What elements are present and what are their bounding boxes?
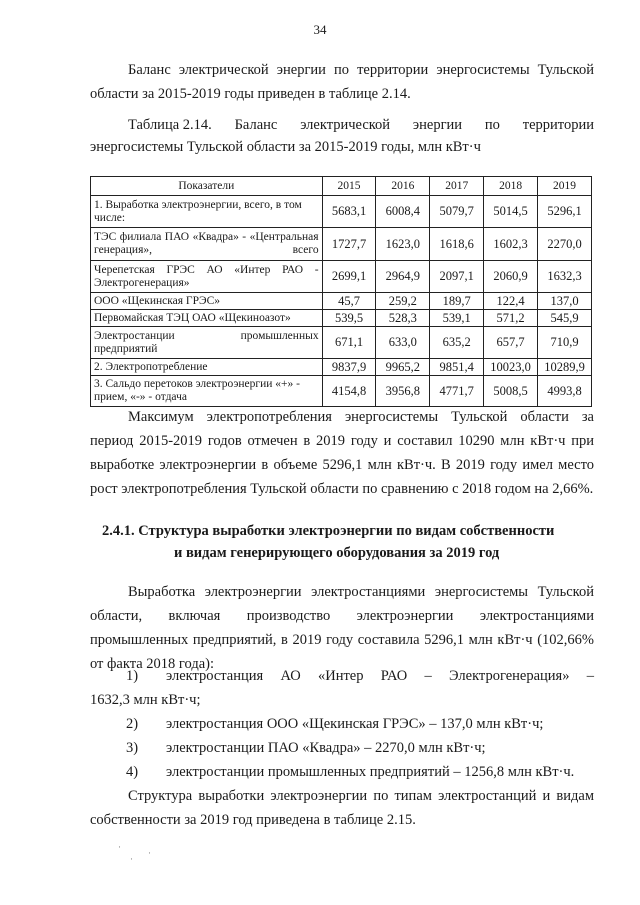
cell-value: 528,3 [376, 310, 430, 327]
cell-value: 2060,9 [484, 261, 538, 293]
section-heading-line-1: 2.4.1. Структура выработки электроэнергии по видам собственности [102, 523, 555, 539]
scan-speck: · [148, 848, 151, 858]
cell-value: 5079,7 [430, 196, 484, 228]
cell-value: 539,1 [430, 310, 484, 327]
list-item [90, 712, 594, 736]
header-cell: 2019 [538, 177, 592, 196]
list-number: 3) [126, 740, 139, 756]
max-consumption-paragraph: Максимум электропотребления энергосистемы Тульской области за период 2015-2019 годов отмечен в 2019 году и составил 10290 млн кВт·ч при выработке электроэнергии в объеме 5296,1 млн кВт·ч. В 2019 году имел место рост электропотребления Тульской области по сравнению с 2018 годом на 2,66%. [90, 409, 594, 497]
cell-value: 189,7 [430, 293, 484, 310]
list-text: электростанции ПАО «Квадра» – 2270,0 млн кВт·ч; [166, 740, 486, 756]
cell-value: 9965,2 [376, 359, 430, 376]
row-name: 2. Электропотребление [91, 359, 323, 376]
scan-speck: · [130, 854, 133, 864]
cell-value: 633,0 [376, 327, 430, 359]
header-cell: Показатели [91, 177, 323, 196]
balance-table [90, 176, 592, 407]
cell-value: 45,7 [322, 293, 376, 310]
cell-value: 3956,8 [376, 376, 430, 407]
cell-value: 657,7 [484, 327, 538, 359]
caption-label: Таблица 2.14. [128, 117, 212, 133]
cell-value: 9851,4 [430, 359, 484, 376]
cell-value: 1727,7 [322, 228, 376, 261]
cell-value: 671,1 [322, 327, 376, 359]
cell-value: 5014,5 [484, 196, 538, 228]
cell-value: 4993,8 [538, 376, 592, 407]
caption-word: энергии [412, 117, 463, 133]
list-number: 2) [126, 716, 139, 732]
cell-value: 571,2 [484, 310, 538, 327]
cell-value: 2270,0 [538, 228, 592, 261]
cell-value: 2097,1 [430, 261, 484, 293]
row-name: 1. Выработка электроэнергии, всего, в том числе: [91, 196, 323, 228]
header-cell: 2017 [430, 177, 484, 196]
caption-word: Баланс [234, 117, 278, 133]
cell-value: 710,9 [538, 327, 592, 359]
list-number: 4) [126, 764, 139, 780]
cell-value: 5683,1 [322, 196, 376, 228]
table-row [91, 261, 592, 293]
list-item [90, 760, 594, 784]
cell-value: 635,2 [430, 327, 484, 359]
cell-value: 1623,0 [376, 228, 430, 261]
list-item [90, 664, 594, 688]
table-header-row [91, 177, 592, 196]
cell-value: 539,5 [322, 310, 376, 327]
table-caption [90, 114, 594, 158]
list-item [90, 736, 594, 760]
row-name: ООО «Щекинская ГРЭС» [91, 293, 323, 310]
caption-word: электрической [300, 117, 391, 133]
cell-value: 545,9 [538, 310, 592, 327]
intro-paragraph: Баланс электрической энергии по территории энергосистемы Тульской области за 2015-2019 годы приведен в таблице 2.14. [90, 62, 594, 102]
cell-value: 1632,3 [538, 261, 592, 293]
row-name: ТЭС филиала ПАО «Квадра» - «Центральная генерация», всего [91, 228, 323, 261]
list-item-continuation: 1632,3 млн кВт·ч; [90, 692, 201, 708]
cell-value: 5296,1 [538, 196, 592, 228]
list-text: электростанции промышленных предприятий – 1256,8 млн кВт·ч. [166, 764, 575, 780]
cell-value: 10023,0 [484, 359, 538, 376]
list-text: электростанция ООО «Щекинская ГРЭС» – 137,0 млн кВт·ч; [166, 716, 544, 732]
row-name: Электростанции промышленных предприятий [91, 327, 323, 359]
table-row [91, 196, 592, 228]
cell-value: 9837,9 [322, 359, 376, 376]
cell-value: 4154,8 [322, 376, 376, 407]
cell-value: 259,2 [376, 293, 430, 310]
row-name: 3. Сальдо перетоков электроэнергии «+» - прием, «-» - отдача [91, 376, 323, 407]
cell-value: 122,4 [484, 293, 538, 310]
cell-value: 4771,7 [430, 376, 484, 407]
table-row [91, 359, 592, 376]
cell-value: 1618,6 [430, 228, 484, 261]
generation-paragraph: Выработка электроэнергии электростанциями энергосистемы Тульской области, включая производство электроэнергии электростанциями промышленных предприятий, в 2019 году составила 5296,1 млн кВт·ч (102,66% от факта 2018 года): [90, 584, 594, 672]
cell-value: 10289,9 [538, 359, 592, 376]
table-row [91, 293, 592, 310]
cell-value: 137,0 [538, 293, 592, 310]
header-cell: 2018 [484, 177, 538, 196]
header-cell: 2016 [376, 177, 430, 196]
table-row [91, 310, 592, 327]
row-name: Черепетская ГРЭС АО «Интер РАО - Электрогенерация» [91, 261, 323, 293]
list-number: 1) [126, 668, 139, 684]
cell-value: 2964,9 [376, 261, 430, 293]
caption-word: по [484, 117, 500, 133]
page-number: 34 [313, 22, 327, 37]
row-name: Первомайская ТЭЦ ОАО «Щекиноазот» [91, 310, 323, 327]
cell-value: 1602,3 [484, 228, 538, 261]
list-text: электростанция АО «Интер РАО – Электрогенерация» – [166, 668, 594, 684]
cell-value: 2699,1 [322, 261, 376, 293]
table-row [91, 327, 592, 359]
cell-value: 5008,5 [484, 376, 538, 407]
section-heading [90, 520, 594, 564]
table-row [91, 228, 592, 261]
header-cell: 2015 [322, 177, 376, 196]
section-heading-line-2: и видам генерирующего оборудования за 2019 год [174, 545, 500, 561]
caption-line-2: энергосистемы Тульской области за 2015-2019 годы, млн кВт·ч [90, 139, 481, 155]
caption-word: территории [522, 117, 594, 133]
cell-value: 6008,4 [376, 196, 430, 228]
scan-speck: · [118, 842, 121, 852]
final-paragraph: Структура выработки электроэнергии по типам электростанций и видам собственности за 2019 год приведена в таблице 2.15. [90, 788, 594, 828]
table-row [91, 376, 592, 407]
